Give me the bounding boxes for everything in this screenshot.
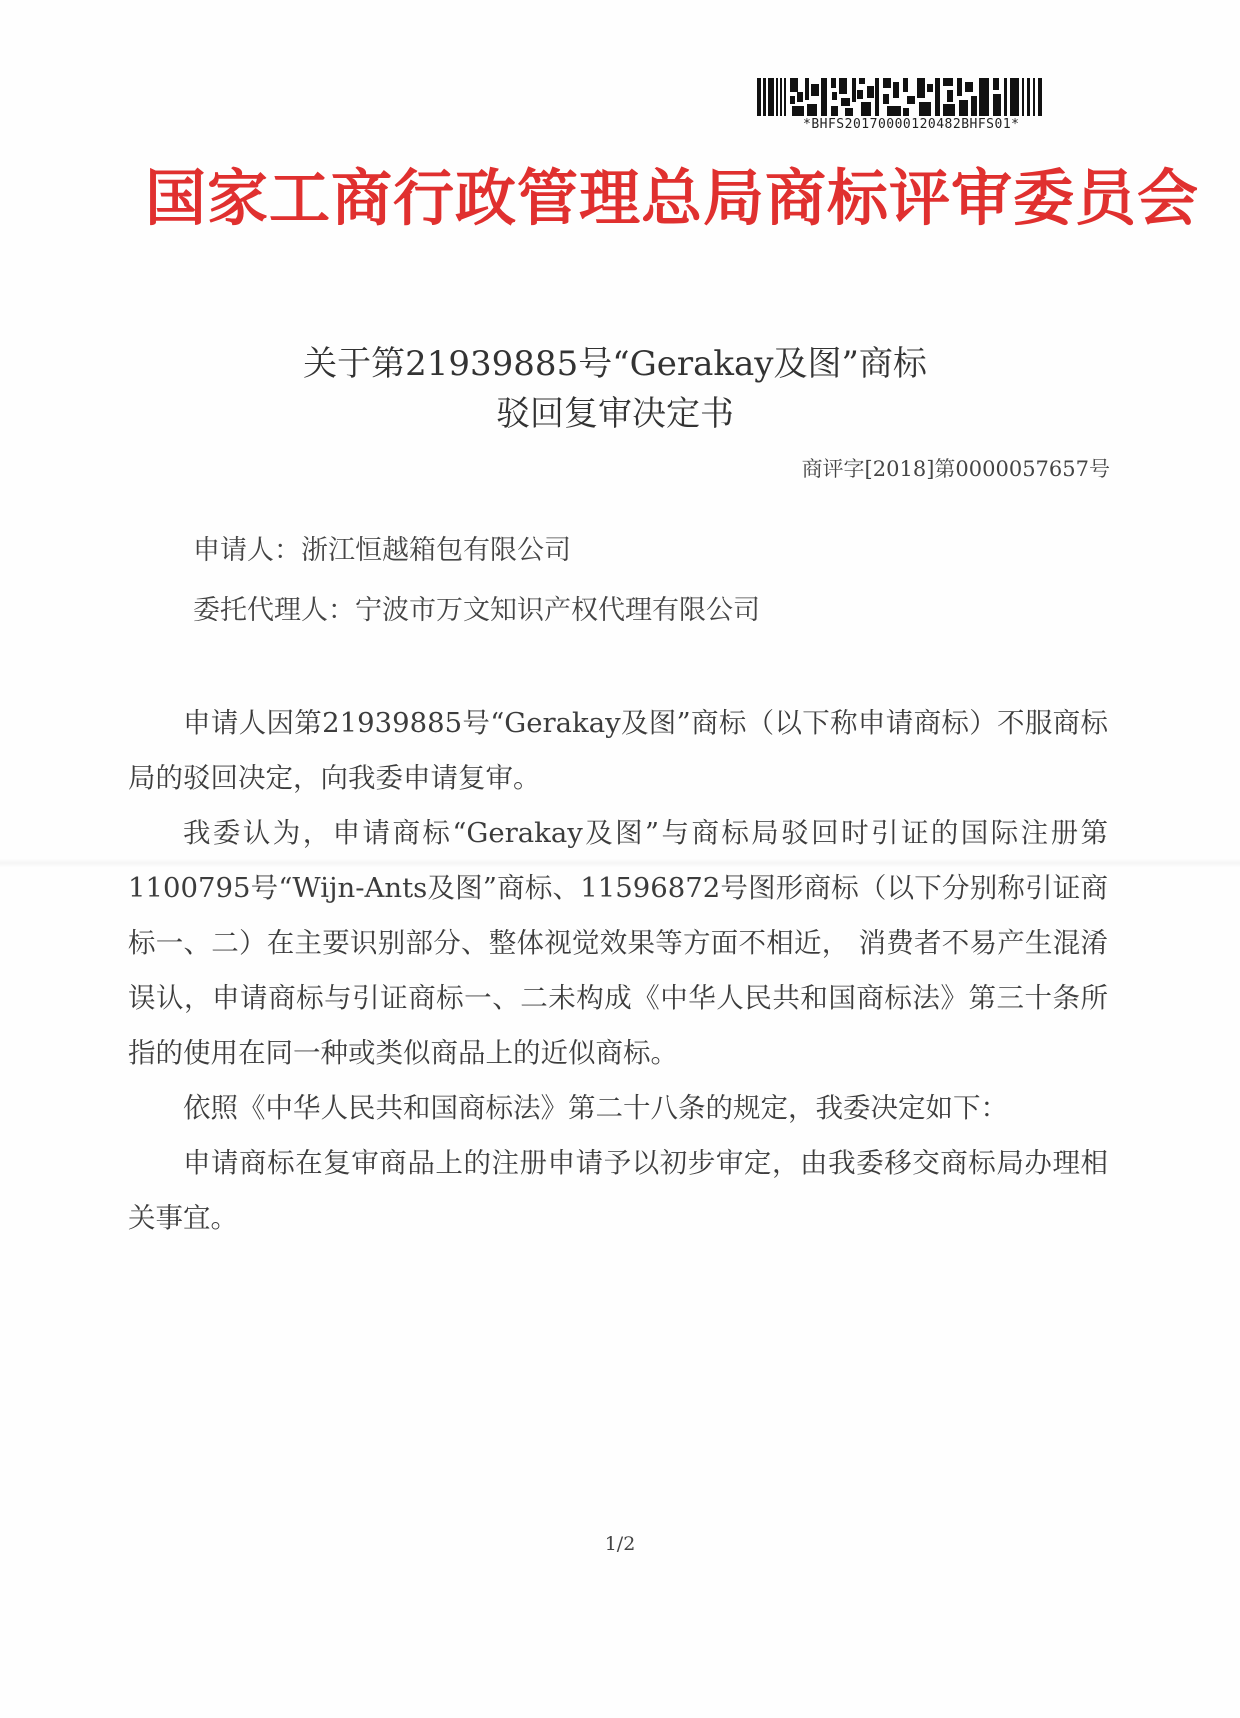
agent-line: 委托代理人：宁波市万文知识产权代理有限公司	[193, 595, 760, 626]
document-number: 商评字[2018]第0000057657号	[801, 457, 1110, 481]
decision-body	[128, 696, 1108, 1246]
body-paragraph: 申请商标在复审商品上的注册申请予以初步审定，由我委移交商标局办理相关事宜。	[128, 1147, 1108, 1234]
document-title-line-2: 驳回复审决定书	[496, 394, 734, 434]
body-paragraph: 申请人因第21939885号“Gerakay及图”商标（以下称申请商标）不服商标局的驳回决定，向我委申请复审。	[128, 707, 1108, 794]
barcode-image	[757, 78, 1072, 116]
page-number: 1/2	[604, 1533, 636, 1555]
barcode-number: *BHFS20170000120482BHFS01*	[803, 117, 1020, 132]
applicant-line: 申请人：浙江恒越箱包有限公司	[193, 535, 571, 566]
document-title-line-1: 关于第21939885号“Gerakay及图”商标	[303, 344, 927, 384]
barcode-block	[755, 78, 1075, 138]
issuing-organization-header: 国家工商行政管理总局商标评审委员会	[145, 163, 1200, 234]
body-paragraph: 我委认为，申请商标“Gerakay及图”与商标局驳回时引证的国际注册第1100795号“Wijn-Ants及图”商标、11596872号图形商标（以下分别称引证商标一、二）在主要识别部分、整体视觉效果等方面不相近， 消费者不易产生混淆误认，申请商标与引证商标一、二未构成《中华人民共和国商标法》第三十条所指的使用在同一种或类似商品上的近似商标。	[128, 817, 1108, 1069]
body-paragraph: 依照《中华人民共和国商标法》第二十八条的规定，我委决定如下：	[183, 1092, 1008, 1124]
